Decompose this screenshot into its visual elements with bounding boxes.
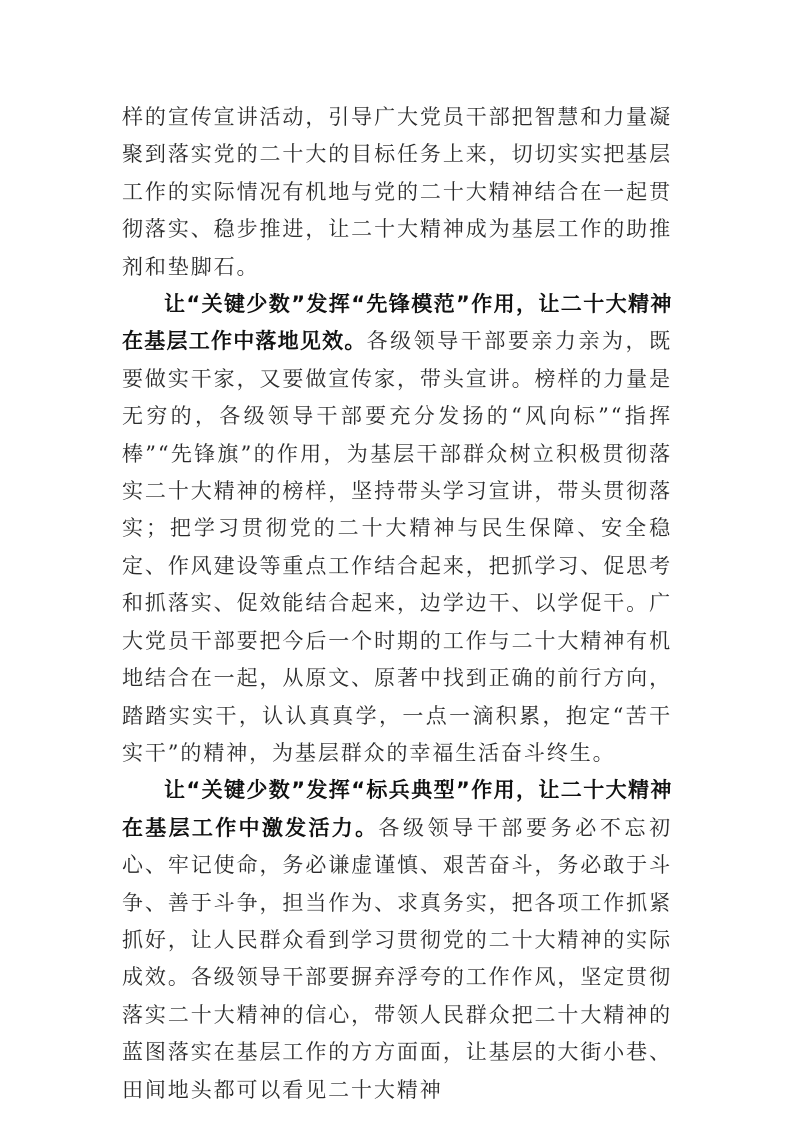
paragraph-body: 样的宣传宣讲活动，引导广大党员干部把智慧和力量凝聚到落实党的二十大的目标任务上来，切切实实把基层工作的实际情况有机地与党的二十大精神结合在一起贯彻落实、稳步推进，让二十大精神成为基层工作的助推剂和垫脚石。: [122, 105, 672, 279]
paragraph-lead-heading: 让“关键少数”发挥“标兵典型”作用，让二十大精神在基层工作中激发活力。: [122, 778, 672, 840]
document-page: [122, 99, 672, 1109]
paragraph-body: 各级领导干部要务必不忘初心、牢记使命，务必谦虚谨慎、艰苦奋斗，务必敢于斗争、善于斗争，担当作为、求真务实，把各项工作抓紧抓好，让人民群众看到学习贯彻党的二十大精神的实际成效。各级领导干部要摒弃浮夸的工作作风，坚定贯彻落实二十大精神的信心，带领人民群众把二十大精神的蓝图落实在基层工作的方方面面，让基层的大街小巷、田间地头都可以看见二十大精神: [122, 815, 672, 1102]
paragraph-vanguard-role: [122, 286, 672, 772]
paragraph-body: 各级领导干部要亲力亲为，既要做实干家，又要做宣传家，带头宣讲。榜样的力量是无穷的，各级领导干部要充分发扬的“风向标”“指挥棒”“先锋旗”的作用，为基层干部群众树立积极贯彻落实二十大精神的榜样，坚持带头学习宣讲，带头贯彻落实；把学习贯彻党的二十大精神与民生保障、安全稳定、作风建设等重点工作结合起来，把抓学习、促思考和抓落实、促效能结合起来，边学边干、以学促干。广大党员干部要把今后一个时期的工作与二十大精神有机地结合在一起，从原文、原著中找到正确的前行方向，踏踏实实干，认认真真学，一点一滴积累，抱定“苦干实干”的精神，为基层群众的幸福生活奋斗终生。: [122, 329, 672, 765]
paragraph-model-role: [122, 772, 672, 1109]
paragraph-lead-heading: 让“关键少数”发挥“先锋模范”作用，让二十大精神在基层工作中落地见效。: [122, 292, 672, 354]
paragraph-continuation: [122, 99, 672, 286]
